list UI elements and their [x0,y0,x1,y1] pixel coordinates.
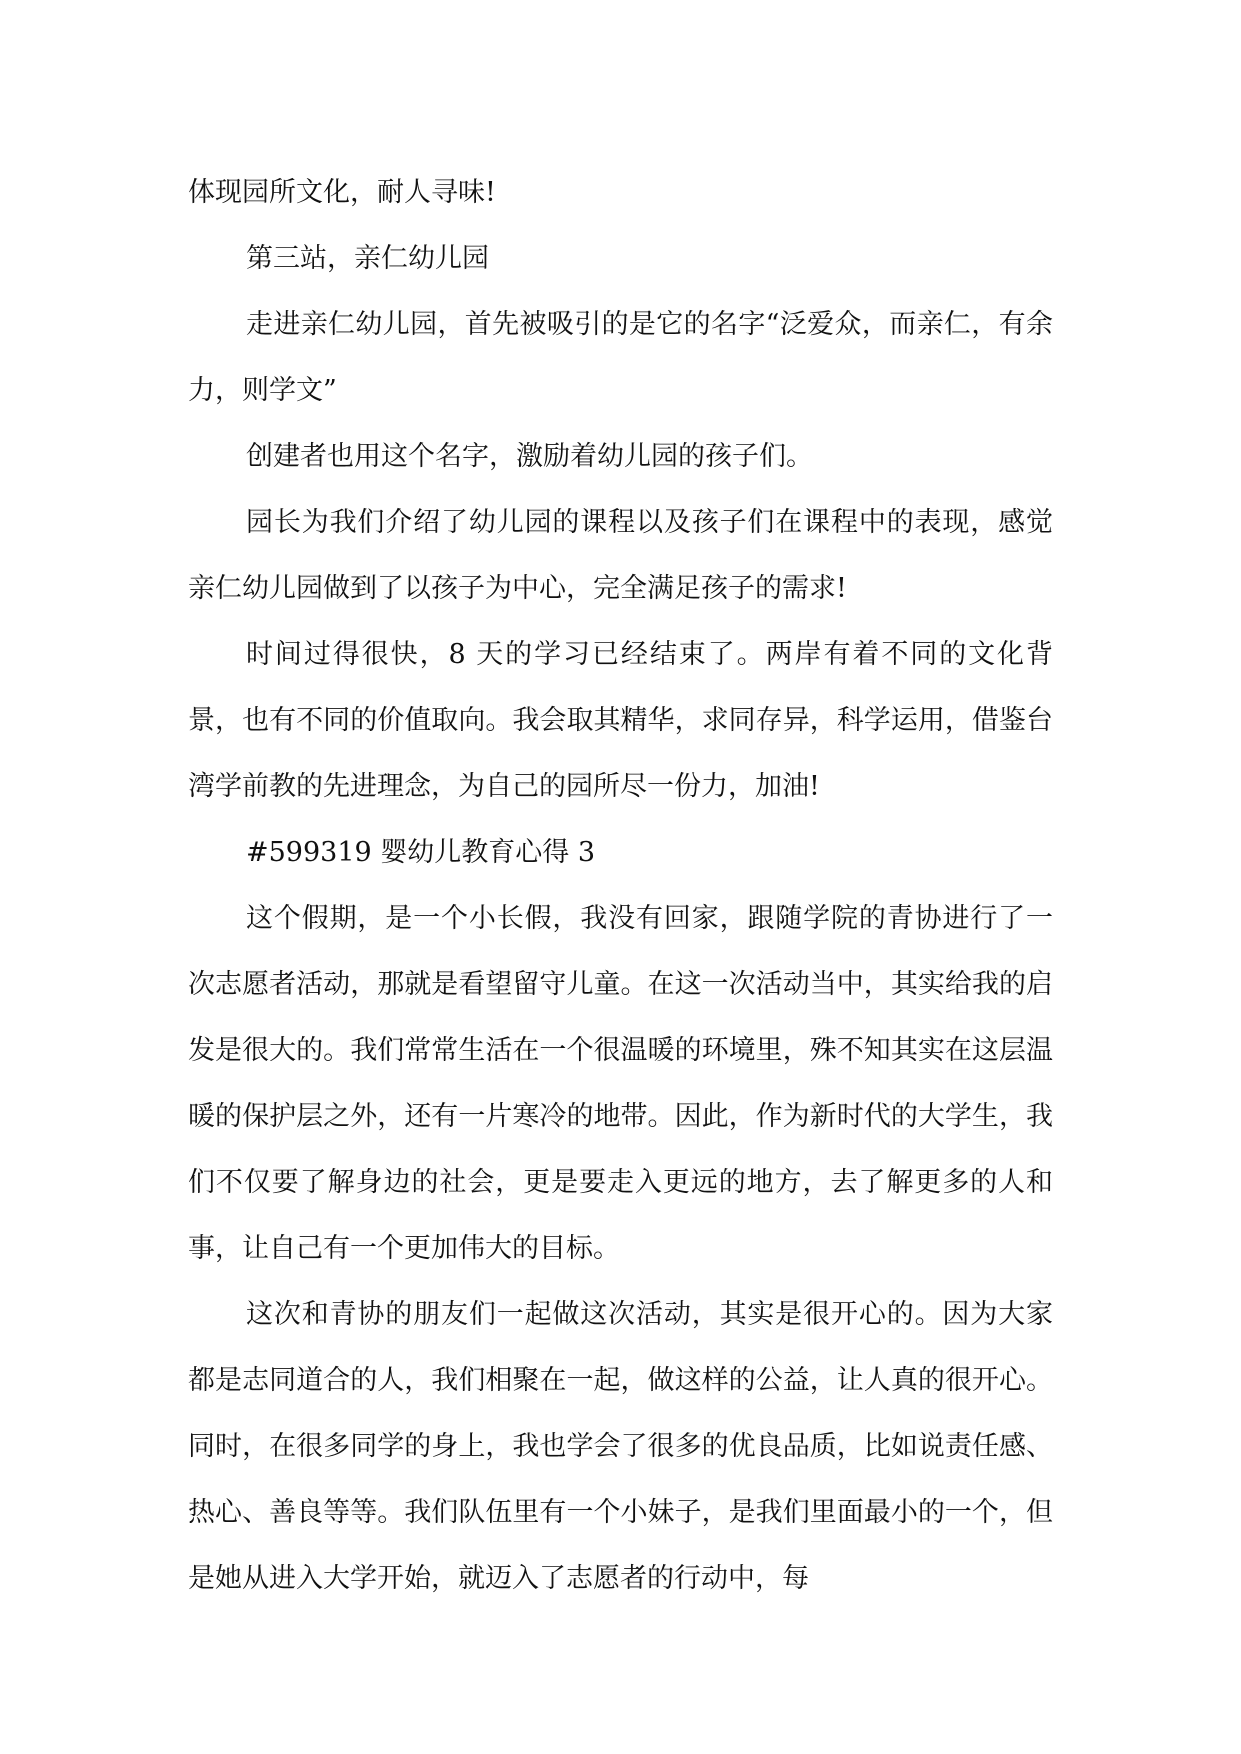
paragraph-holiday-volunteer: 这个假期，是一个小长假，我没有回家，跟随学院的青协进行了一次志愿者活动，那就是看望留守儿童。在这一次活动当中，其实给我的启发是很大的。我们常常生活在一个很温暖的环境里，殊不知其实在这层温暖的保护层之外，还有一片寒冷的地带。因此，作为新时代的大学生，我们不仅要了解身边的社会，更是要走入更远的地方，去了解更多的人和事，让自己有一个更加伟大的目标。 [188,903,1053,1264]
document-body [188,160,1053,1612]
paragraph-youth-association: 这次和青协的朋友们一起做这次活动，其实是很开心的。因为大家都是志同道合的人，我们相聚在一起，做这样的公益，让人真的很开心。同时，在很多同学的身上，我也学会了很多的优良品质，比如说责任感、热心、善良等等。我们队伍里有一个小妹子，是我们里面最小的一个，但是她从进入大学开始，就迈入了志愿者的行动中，每 [188,1299,1053,1594]
paragraph-culture-ending: 体现园所文化，耐人寻味! [188,177,496,208]
section-heading: #599319 婴幼儿教育心得 3 [246,837,596,868]
paragraph-principal: 园长为我们介绍了幼儿园的课程以及孩子们在课程中的表现，感觉亲仁幼儿园做到了以孩子为中心，完全满足孩子的需求! [188,507,1053,604]
paragraph-qinren-name: 走进亲仁幼儿园，首先被吸引的是它的名字“泛爱众，而亲仁，有余力，则学文” [188,309,1053,406]
paragraph-founder: 创建者也用这个名字，激励着幼儿园的孩子们。 [246,441,813,472]
paragraph-third-stop: 第三站，亲仁幼儿园 [246,243,489,274]
paragraph-eight-days: 时间过得很快，8 天的学习已经结束了。两岸有着不同的文化背景，也有不同的价值取向。我会取其精华，求同存异，科学运用，借鉴台湾学前教的先进理念，为自己的园所尽一份力，加油! [188,639,1053,802]
